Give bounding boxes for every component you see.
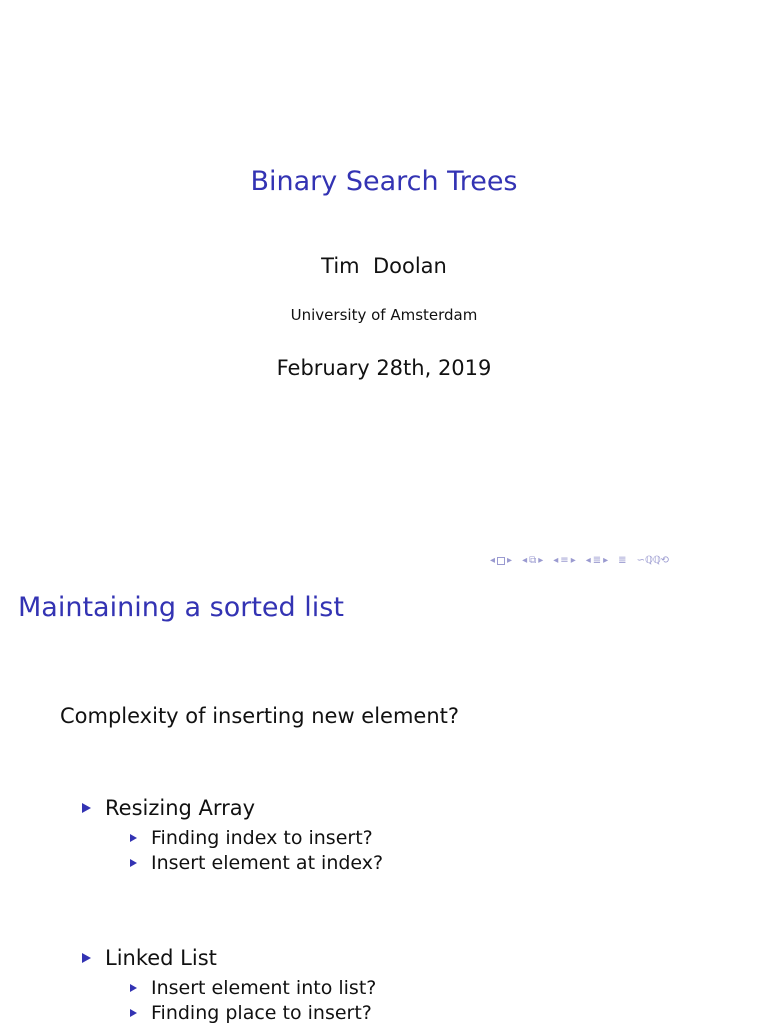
- frame-nav[interactable]: [490, 556, 512, 566]
- list-item: [82, 946, 217, 970]
- nav-next-slide-icon[interactable]: ▸: [538, 555, 544, 566]
- list-item-label: Linked List: [105, 946, 217, 970]
- frame-icon: [497, 557, 505, 565]
- navigation-bar: [490, 556, 675, 566]
- slides-icon: ⧉: [529, 555, 537, 566]
- outline-nav[interactable]: [618, 556, 626, 566]
- nav-next-subsection-icon[interactable]: ▸: [603, 555, 609, 566]
- bullet-icon: [82, 803, 91, 813]
- bullet-icon: [130, 859, 137, 867]
- bullet-icon: [130, 1009, 137, 1017]
- sub-list-item: [130, 977, 376, 999]
- search-icon[interactable]: ∽ℚℚ⟲: [636, 555, 670, 566]
- list-item-label: Resizing Array: [105, 796, 256, 820]
- presentation-date: February 28th, 2019: [276, 356, 492, 380]
- sub-list-item-label: Insert element at index?: [151, 852, 384, 874]
- bullet-icon: [130, 984, 137, 992]
- nav-prev-slide-icon[interactable]: ◂: [522, 555, 528, 566]
- sub-list-item: [130, 827, 373, 849]
- slide-title: Maintaining a sorted list: [18, 592, 344, 623]
- bullet-icon: [82, 953, 91, 963]
- nav-next-section-icon[interactable]: ▸: [570, 555, 576, 566]
- subsection-nav[interactable]: [586, 556, 608, 566]
- sub-list-item-label: Finding place to insert?: [151, 1002, 372, 1024]
- presentation-title: Binary Search Trees: [250, 166, 518, 197]
- nav-prev-frame-icon[interactable]: ◂: [490, 555, 496, 566]
- bullet-icon: [130, 834, 137, 842]
- section-nav[interactable]: [553, 556, 575, 566]
- sub-list-item-label: Insert element into list?: [151, 977, 377, 999]
- nav-next-frame-icon[interactable]: ▸: [507, 555, 513, 566]
- outline-icon[interactable]: ≣: [618, 555, 627, 566]
- search-nav[interactable]: [637, 556, 670, 566]
- section-icon: ≡: [560, 555, 569, 566]
- list-item: [82, 796, 255, 820]
- sub-list-item-label: Finding index to insert?: [151, 827, 373, 849]
- question-text: Complexity of inserting new element?: [60, 704, 460, 728]
- nav-prev-section-icon[interactable]: ◂: [553, 555, 559, 566]
- author-name: Tim Doolan: [321, 254, 447, 278]
- institute-name: University of Amsterdam: [290, 306, 478, 324]
- sub-list-item: [130, 1002, 372, 1024]
- sub-list-item: [130, 852, 383, 874]
- nav-prev-subsection-icon[interactable]: ◂: [585, 555, 591, 566]
- subsection-icon: ≣: [592, 555, 602, 566]
- slide-nav[interactable]: [522, 556, 543, 566]
